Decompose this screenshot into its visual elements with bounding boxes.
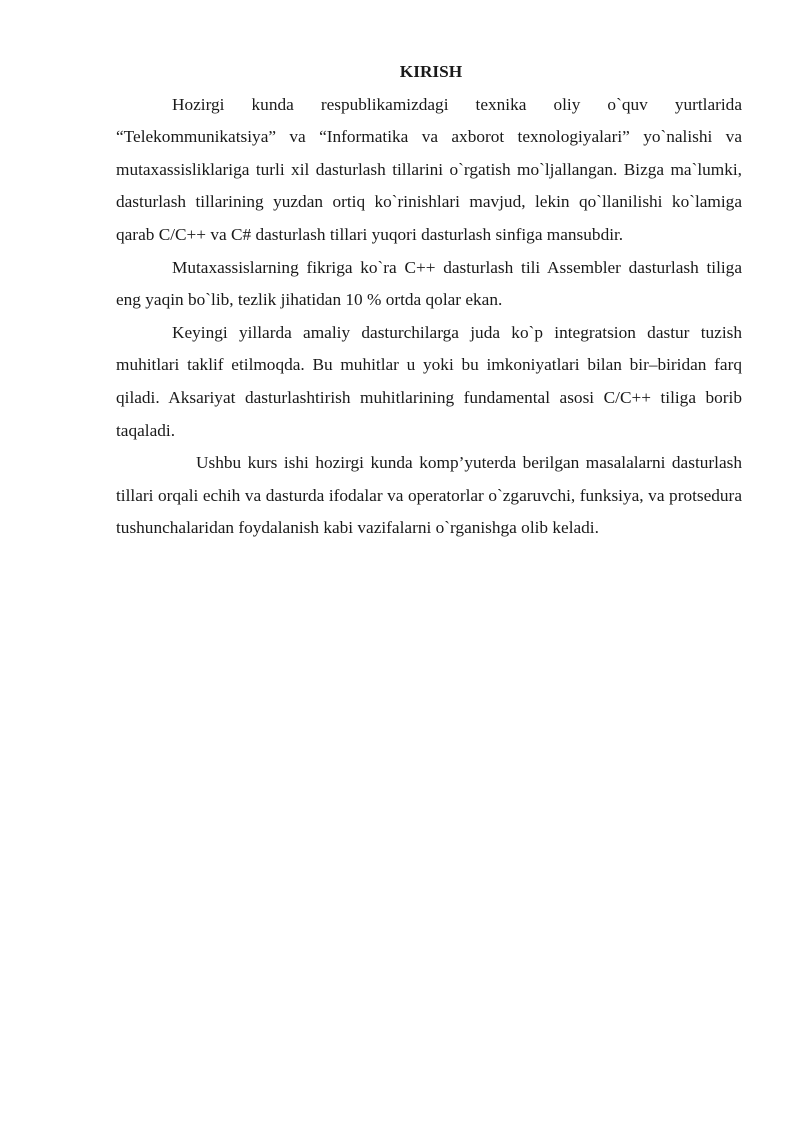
paragraph-4: Ushbu kurs ishi hozirgi kunda komp’yuterda berilgan masalalarni dasturlash tillari orqali echih va dasturda ifodalar va operatorlar o`zgaruvchi, funksiya, va protsedura tushunchalaridan foydalanish kabi vazifalarni o`rganishga olib keladi. — [116, 453, 742, 538]
paragraph-3: Keyingi yillarda amaliy dasturchilarga juda ko`p integratsion dastur tuzish muhitlari taklif etilmoqda. Bu muhitlar u yoki bu imkoniyatlari bilan bir–biridan farq qiladi. Aksariyat dasturlashtirish muhitlarining fundamental asosi C/C++ tiliga borib taqaladi. — [116, 322, 742, 440]
paragraph-1: Hozirgi kunda respublikamizdagi texnika oliy o`quv yurtlarida “Telekommunikatsiya” va “Informatika va axborot texnologiyalari” yo`nalishi va mutaxassisliklariga turli xil dasturlash tillarini o`rgatish mo`ljallangan. Bizga ma`lumki, dasturlash tillarining yuzdan ortiq ko`rinishlari mavjud, lekin qo`llanilishi ko`lamiga qarab C/C++ va C# dasturlash tillari yuqori dasturlash sinfiga mansubdir. — [116, 94, 742, 244]
paragraph-2: Mutaxassislarning fikriga ko`ra C++ dasturlash tili Assembler dasturlash tiliga eng yaqin bo`lib, tezlik jihatidan 10 % ortda qolar ekan. — [116, 257, 742, 310]
document-body — [116, 56, 742, 545]
section-heading: KIRISH — [399, 62, 463, 81]
